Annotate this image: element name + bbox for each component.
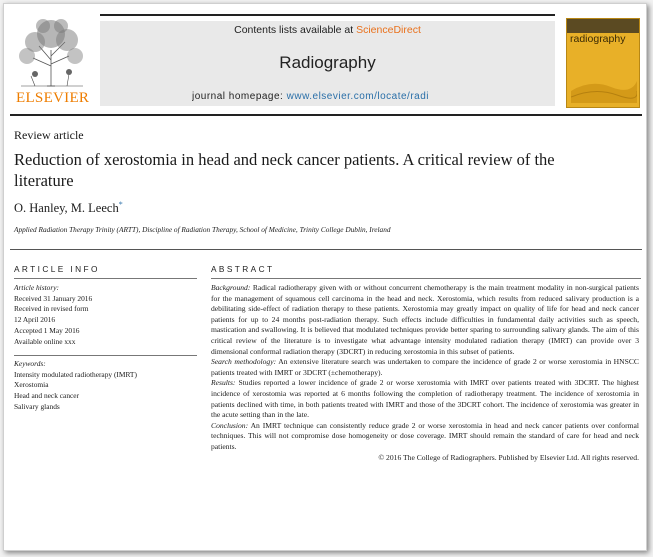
header-rule <box>10 249 642 250</box>
history-item: Received in revised form <box>14 304 89 314</box>
history-item: Available online xxx <box>14 336 76 346</box>
abstract-body <box>211 283 639 463</box>
masthead-bottom-rule <box>10 114 642 116</box>
background-text: Radical radiotherapy given with or without concurrent chemotherapy is the main treatment modality in non-surgical patients for the management of squamous cell carcinoma in the head and neck. Xerostomia, which results from reduced salivary production is a debilitating side-effect of radiation therapy to these patients. Xerostomia may greatly impact on quality of life for head and neck cancer patients for up to 24 months post-radiation therapy. Such effects include difficulties in fundamental daily activities such as speech, mastication and swallowing. It is believed that modulated techniques provide better sparing to surrounding salivary glands. The aim of this critical review of the literature is to investigate what advantage intensity modulated radiation therapy (IMRT) can provide over 3 dimensional conformal radiation therapy (3DCRT) in reducing xerostomia in this subset of patients. <box>211 283 639 356</box>
abstract-conclusion <box>211 421 639 453</box>
journal-homepage <box>192 91 552 102</box>
author-list <box>14 200 123 216</box>
contents-prefix: Contents lists available at <box>234 24 357 36</box>
homepage-prefix: journal homepage: <box>192 91 287 102</box>
abstract-rule <box>211 278 641 279</box>
cover-title: radiography <box>570 33 626 45</box>
contents-line <box>100 24 555 36</box>
article-info-heading: ARTICLE INFO <box>14 264 100 274</box>
keyword-item: Intensity modulated radiotherapy (IMRT) <box>14 369 137 379</box>
journal-cover[interactable] <box>566 18 640 108</box>
keyword-item: Salivary glands <box>14 401 60 411</box>
history-item: Accepted 1 May 2016 <box>14 325 80 335</box>
masthead-top-rule <box>100 14 555 16</box>
sciencedirect-link[interactable]: ScienceDirect <box>356 24 421 36</box>
background-label: Background: <box>211 283 251 292</box>
journal-title: Radiography <box>279 53 376 72</box>
elsevier-tree-icon <box>13 16 89 88</box>
results-label: Results: <box>211 378 236 388</box>
copyright: © 2016 The College of Radiographers. Published by Elsevier Ltd. All rights reserved. <box>378 452 639 462</box>
article-page <box>3 3 647 551</box>
abstract-background <box>211 283 639 357</box>
abstract-results <box>211 378 639 420</box>
keywords-label: Keywords: <box>14 359 46 368</box>
keyword-item: Head and neck cancer <box>14 391 80 401</box>
methodology-label: Search methodology: <box>211 357 277 367</box>
journal-header <box>100 21 555 106</box>
elsevier-logo[interactable] <box>10 14 92 106</box>
conclusion-text: An IMRT technique can consistently reduce grade 2 or worse xerostomia in head and neck cancer patients over conformal techniques. This will not compromise dose homogeneity or dose coverage. IMRT should remain the standard of care for head and neck patients. <box>211 420 639 451</box>
conclusion-label: Conclusion: <box>211 420 249 430</box>
keywords-rule <box>14 355 197 356</box>
article-type: Review article <box>14 128 84 142</box>
history-label: Article history: <box>14 283 59 292</box>
results-text: Studies reported a lower incidence of grade 2 or worse xerostomia with IMRT over patients treated with 3DCRT. The highest incidence of xerostomia was reported at 6 months following the completion of radiotherapy treatment. The incidence of xerostomia in patients declined with time, in both patients treated with IMRT and those of the 3DCRT cohort. The incidence of xerostomia was greater in the acute setting than in the late. <box>211 378 639 420</box>
abstract-heading: ABSTRACT <box>211 264 275 274</box>
affiliation: Applied Radiation Therapy Trinity (ARTT), Discipline of Radiation Therapy, School of Medicine, Trinity College Dublin, Ireland <box>14 225 391 234</box>
cover-band <box>567 19 640 33</box>
authors-text: O. Hanley, M. Leech <box>14 201 119 216</box>
corresponding-author-link[interactable]: * <box>118 200 123 209</box>
abstract-methodology <box>211 357 639 378</box>
cover-art-icon <box>571 51 637 103</box>
homepage-link[interactable]: www.elsevier.com/locate/radi <box>286 91 430 102</box>
history-item: Received 31 January 2016 <box>14 293 93 303</box>
keywords <box>14 359 197 413</box>
keyword-item: Xerostomia <box>14 380 49 390</box>
publisher-name: ELSEVIER <box>16 90 90 106</box>
methodology-text: An extensive literature search was undertaken to compare the incidence of grade 2 or worse xerostomia in HNSCC patients treated with IMRT or 3DCRT (±chemotherapy). <box>211 357 639 377</box>
article-info-rule <box>14 278 197 279</box>
article-title: Reduction of xerostomia in head and neck cancer patients. A critical review of the literature <box>14 150 555 190</box>
article-history <box>14 283 197 347</box>
history-item: 12 April 2016 <box>14 315 56 325</box>
